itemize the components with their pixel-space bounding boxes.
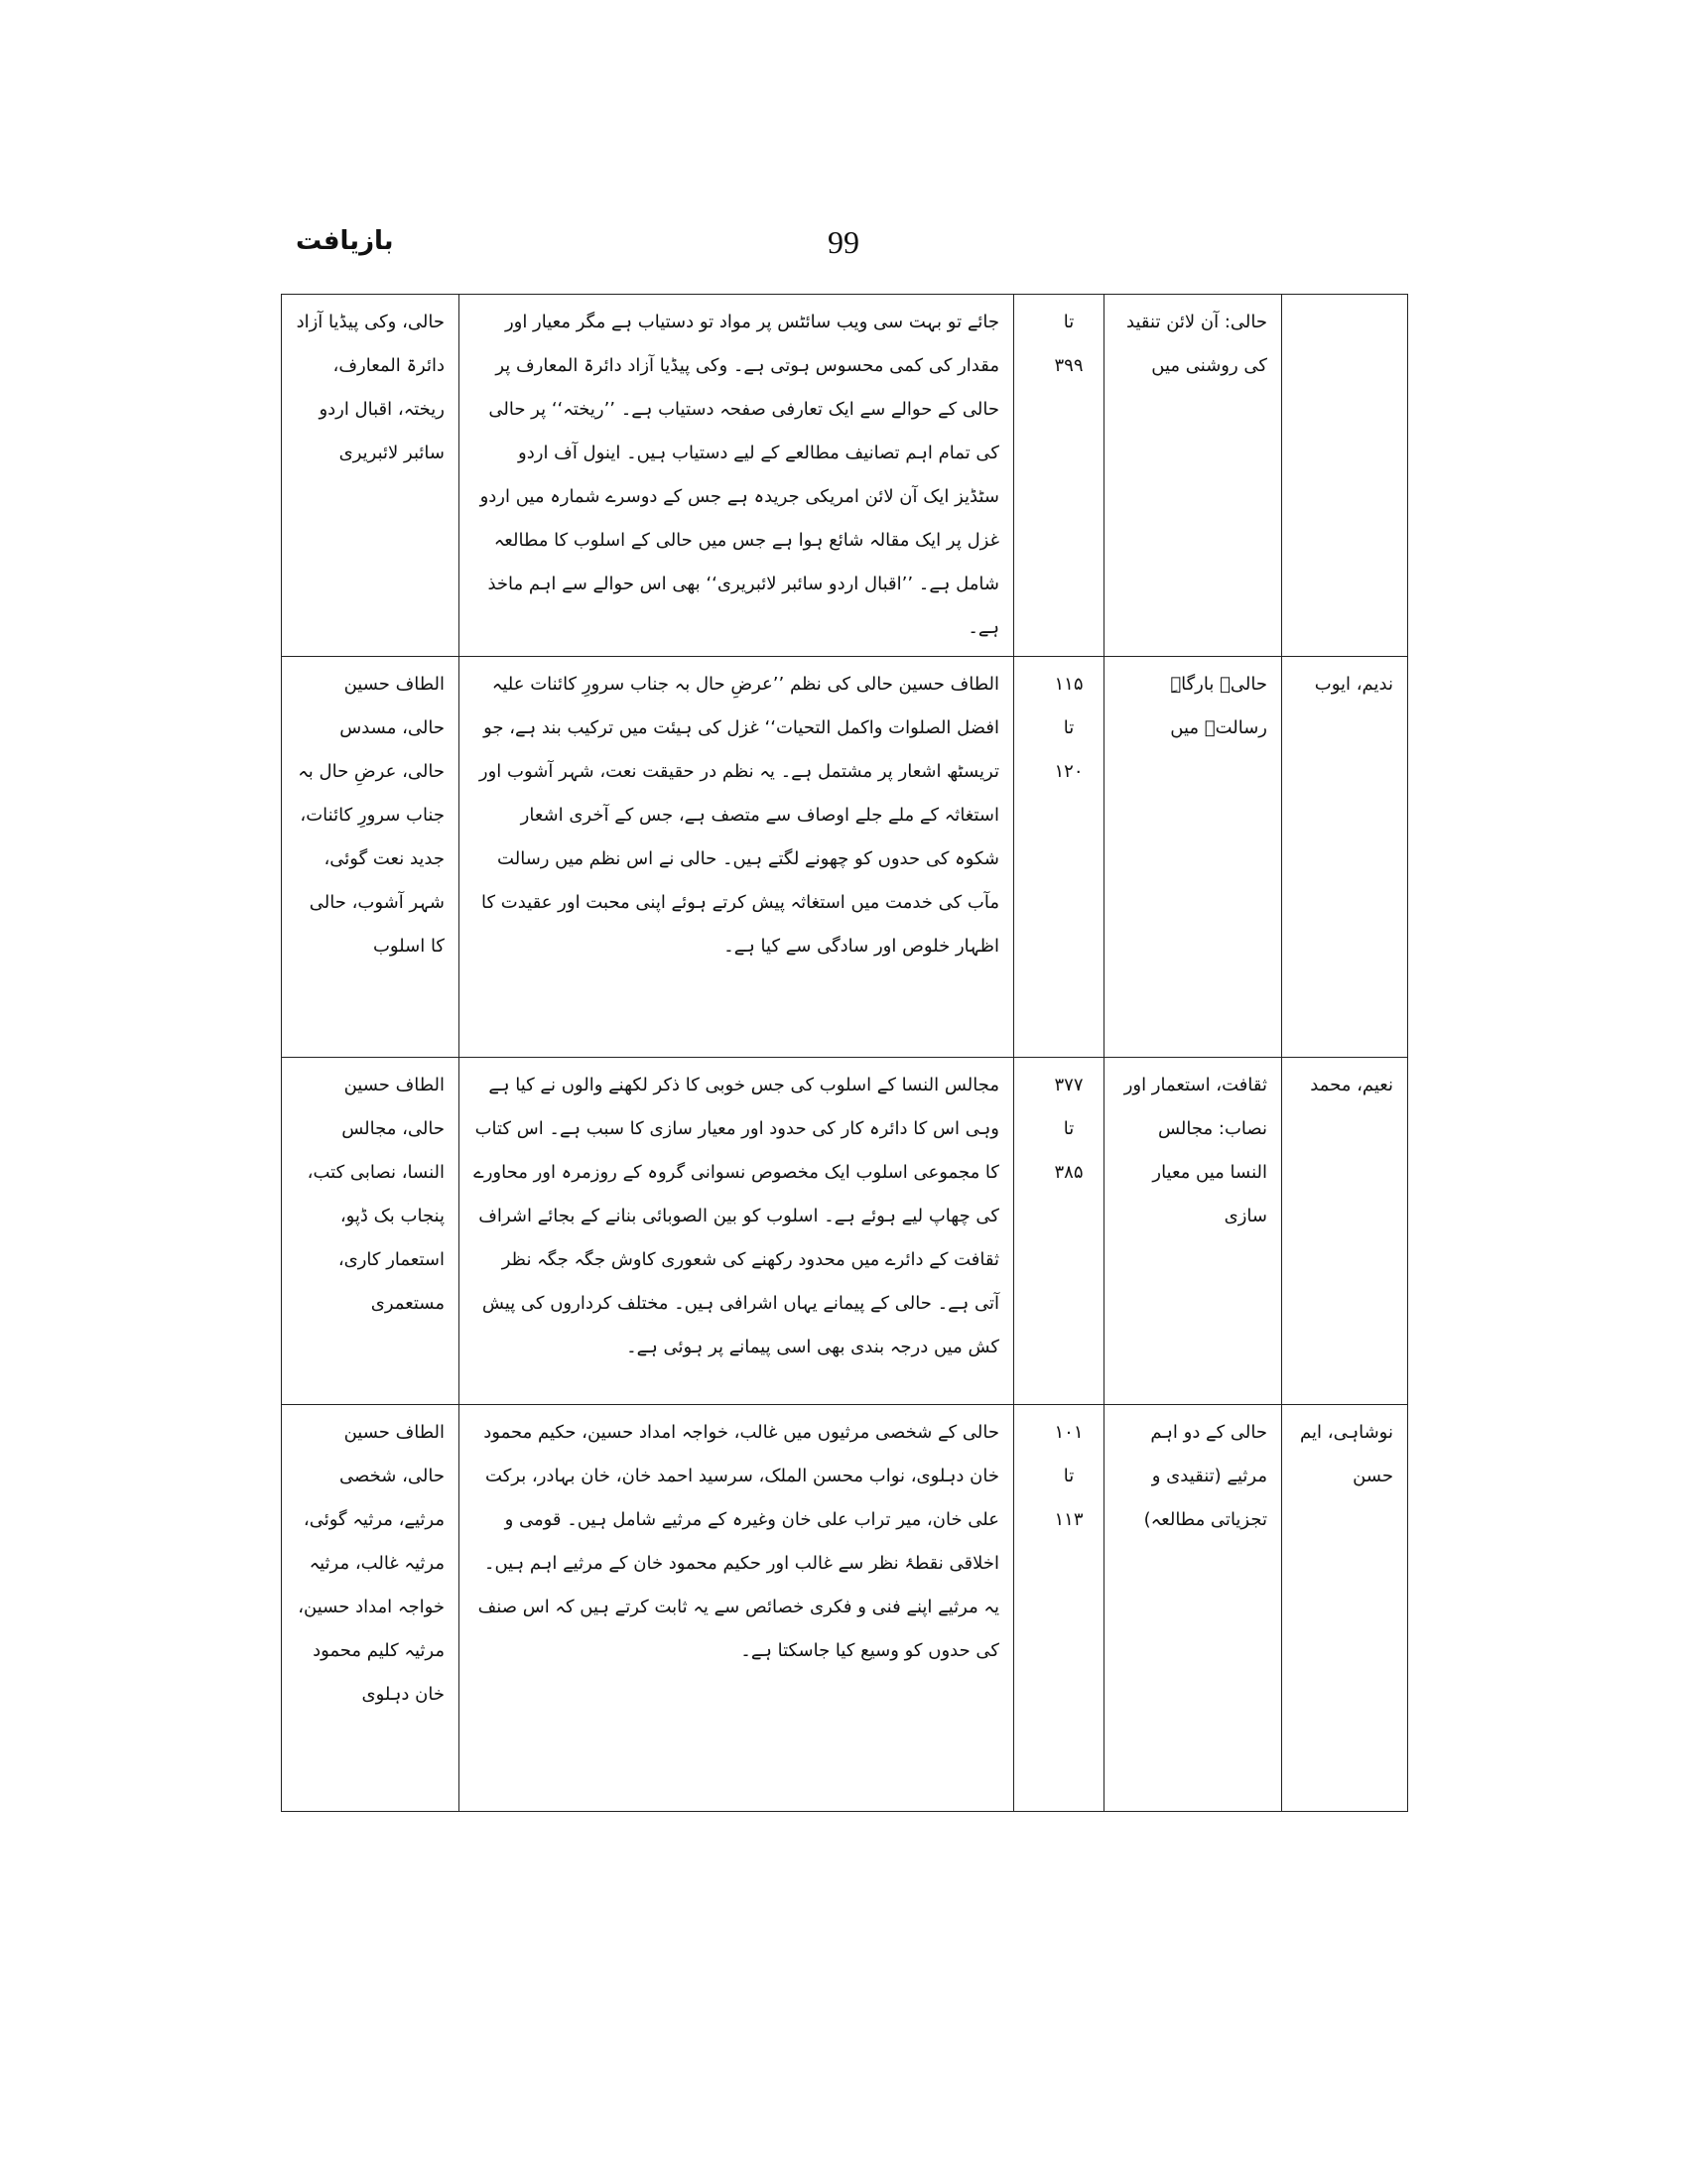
pages-cell [1014, 1405, 1104, 1812]
title-cell: حالی۔ بارگاہِ رسالتؐ میں [1104, 657, 1282, 1058]
author-cell: ندیم، ایوب [1282, 657, 1408, 1058]
page-range-part: ۱۰۱ [1054, 1422, 1084, 1443]
title-cell: حالی کے دو اہم مرثیے (تنقیدی و تجزیاتی مطالعہ) [1104, 1405, 1282, 1812]
page-range-part: تا [1063, 312, 1075, 332]
author-cell: نوشاہی، ایم حسن [1282, 1405, 1408, 1812]
abstract-cell: مجالس النسا کے اسلوب کی جس خوبی کا ذکر لکھنے والوں نے کیا ہے وہی اس کا دائرہ کار کی حدود اور معیار سازی کا سبب ہے۔ اس کتاب کا مجموعی اسلوب ایک مخصوص نسوانی گروہ کے روزمرہ اور محاورے کی چھاپ لیے ہوئے ہے۔ اسلوب کو بین الصوبائی بنانے کے بجائے اشراف ثقافت کے دائرے میں محدود رکھنے کی شعوری کاوش جگہ جگہ نظر آتی ہے۔ حالی کے پیمانے یہاں اشرافی ہیں۔ مختلف کرداروں کی پیش کش میں درجہ بندی بھی اسی پیمانے پر ہوئی ہے۔ [459, 1058, 1014, 1405]
page-range-part: تا [1063, 1118, 1075, 1139]
page-range-part: تا [1063, 717, 1075, 738]
title-cell: ثقافت، استعمار اور نصاب: مجالس النسا میں معیار سازی [1104, 1058, 1282, 1405]
page-range-part: ۳۸۵ [1054, 1162, 1084, 1183]
page-range-part: ۱۱۳ [1054, 1509, 1084, 1530]
page-range-part: ۳۹۹ [1054, 355, 1084, 376]
author-cell [1282, 295, 1408, 657]
table-row [282, 1405, 1408, 1812]
table-row [282, 295, 1408, 657]
keywords-cell: الطاف حسین حالی، مجالس النسا، نصابی کتب، پنجاب بک ڈپو، استعمار کاری، مستعمری [282, 1058, 459, 1405]
page-number: 99 [828, 224, 859, 260]
title-cell: حالی: آن لائن تنقید کی روشنی میں [1104, 295, 1282, 657]
author-cell: نعیم، محمد [1282, 1058, 1408, 1405]
pages-cell [1014, 295, 1104, 657]
table-row [282, 657, 1408, 1058]
page-range-part: تا [1063, 1466, 1075, 1486]
pages-cell [1014, 657, 1104, 1058]
keywords-cell: الطاف حسین حالی، مسدس حالی، عرضِ حال بہ جناب سرورِ کائنات، جدید نعت گوئی، شہر آشوب، حالی کا اسلوب [282, 657, 459, 1058]
page-range-part: ۱۲۰ [1054, 761, 1084, 782]
pages-cell [1014, 1058, 1104, 1405]
abstract-cell: حالی کے شخصی مرثیوں میں غالب، خواجہ امداد حسین، حکیم محمود خان دہلوی، نواب محسن الملک، سرسید احمد خان، خان بہادر، برکت علی خان، میر تراب علی خان وغیرہ کے مرثیے شامل ہیں۔ قومی و اخلاقی نقطۂ نظر سے غالب اور حکیم محمود خان کے مرثیے اہم ہیں۔ یہ مرثیے اپنے فنی و فکری خصائص سے یہ ثابت کرتے ہیں کہ اس صنف کی حدوں کو وسیع کیا جاسکتا ہے۔ [459, 1405, 1014, 1812]
abstract-cell: جائے تو بہت سی ویب سائٹس پر مواد تو دستیاب ہے مگر معیار اور مقدار کی کمی محسوس ہوتی ہے۔ وکی پیڈیا آزاد دائرۃ المعارف پر حالی کے حوالے سے ایک تعارفی صفحہ دستیاب ہے۔ ’’ریختہ‘‘ پر حالی کی تمام اہم تصانیف مطالعے کے لیے دستیاب ہیں۔ اینول آف اردو سٹڈیز ایک آن لائن امریکی جریدہ ہے جس کے دوسرے شمارہ میں اردو غزل پر ایک مقالہ شائع ہوا ہے جس میں حالی کے اسلوب کا مطالعہ شامل ہے۔ ’’اقبال اردو سائبر لائبریری‘‘ بھی اس حوالے سے اہم ماخذ ہے۔ [459, 295, 1014, 657]
page-range-part: ۳۷۷ [1054, 1075, 1084, 1095]
page-range-part: ۱۱۵ [1054, 674, 1084, 695]
journal-name: بازیافت [296, 226, 394, 256]
keywords-cell: الطاف حسین حالی، شخصی مرثیے، مرثیہ گوئی، مرثیہ غالب، مرثیہ خواجہ امداد حسین، مرثیہ کلیم محمود خان دہلوی [282, 1405, 459, 1812]
abstract-cell: الطاف حسین حالی کی نظم ’’عرضِ حال بہ جناب سرورِ کائنات علیہ افضل الصلوات واکمل التحیات‘‘ غزل کی ہیئت میں ترکیب بند ہے، جو تریسٹھ اشعار پر مشتمل ہے۔ یہ نظم در حقیقت نعت، شہر آشوب اور استغاثہ کے ملے جلے اوصاف سے متصف ہے، جس کے آخری اشعار شکوہ کی حدوں کو چھونے لگتے ہیں۔ حالی نے اس نظم میں رسالت مآب کی خدمت میں استغاثہ پیش کرتے ہوئے اپنی محبت اور عقیدت کا اظہار خلوص اور سادگی سے کیا ہے۔ [459, 657, 1014, 1058]
keywords-cell: حالی، وکی پیڈیا آزاد دائرۃ المعارف، ریختہ، اقبال اردو سائبر لائبریری [282, 295, 459, 657]
table-row [282, 1058, 1408, 1405]
index-table [281, 294, 1408, 1812]
